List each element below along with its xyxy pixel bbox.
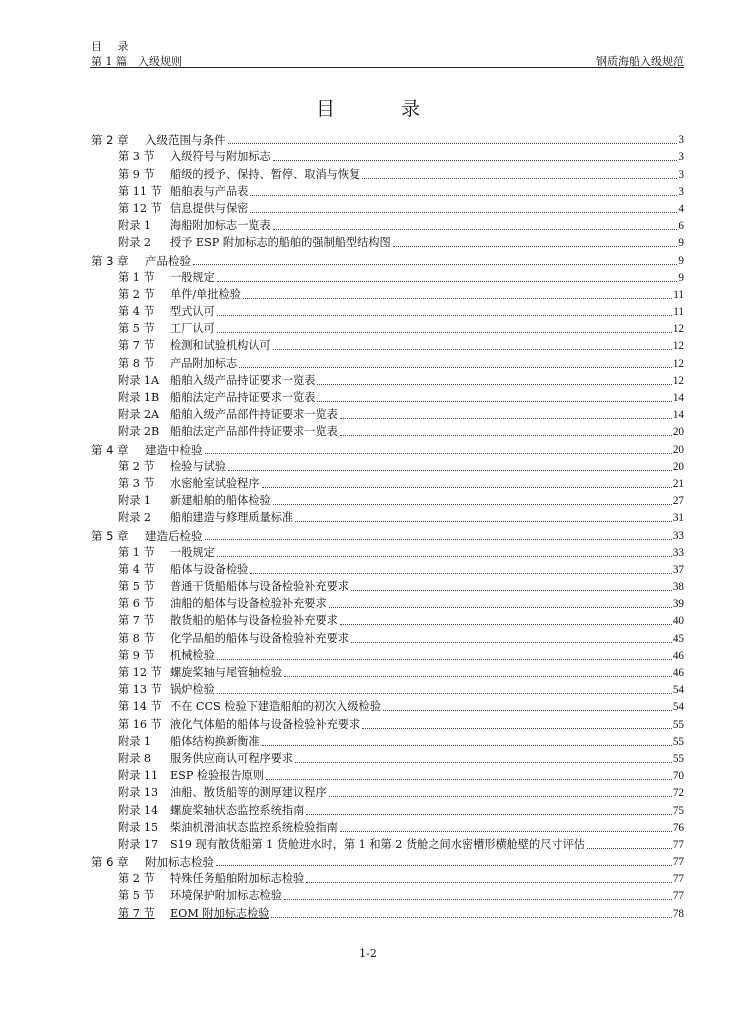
toc-entry-page: 72 — [672, 787, 684, 800]
toc-section-entry[interactable] — [91, 663, 684, 680]
toc-entry-page: 55 — [672, 718, 684, 731]
toc-entry-page: 3 — [678, 151, 684, 164]
dot-leader — [284, 899, 672, 900]
dot-leader — [273, 504, 672, 505]
toc-entry-title: 船体与设备检验 — [170, 562, 249, 576]
toc-entry-title: 船舶法定产品持证要求一览表 — [170, 391, 316, 404]
toc-entry-title: 单件/单批检验 — [170, 287, 241, 301]
toc-entry-title: 服务供应商认可程序要求 — [170, 751, 294, 765]
toc-entry-page: 40 — [672, 615, 684, 628]
dot-leader — [239, 367, 672, 368]
dot-leader — [329, 607, 672, 608]
toc-entry-title: 入级范围与条件 — [145, 133, 226, 148]
toc-entry-title: 产品附加标志 — [170, 356, 238, 370]
toc-entry-number: 附录 11 — [118, 769, 159, 783]
dot-leader — [205, 539, 672, 540]
dot-leader — [193, 264, 677, 265]
toc-entry-title: 不在 CCS 检验下建造船舶的初次入级检验 — [170, 700, 381, 714]
toc-entry-number: 第 4 章 — [91, 442, 129, 457]
dot-leader — [340, 435, 672, 436]
toc-entry-title: 船舶法定产品部件持证要求一览表 — [170, 425, 338, 439]
toc-entry-title: 化学品船的船体与设备检验补充要求 — [170, 631, 350, 645]
dot-leader — [273, 160, 678, 161]
toc-entry-number: 附录 2 — [118, 236, 152, 250]
toc-section-entry[interactable] — [91, 268, 684, 285]
toc-entry-page: 12 — [672, 323, 684, 336]
toc-entry-title: 授予 ESP 附加标志的船舶的强制船型结构图 — [170, 236, 391, 250]
toc-section-entry[interactable] — [91, 233, 684, 250]
dot-leader — [284, 676, 672, 677]
toc-entry-number: 第 7 节 — [118, 614, 155, 628]
dot-leader — [216, 865, 672, 866]
dot-leader — [329, 796, 672, 797]
toc-entry-page: 20 — [672, 443, 684, 456]
toc-section-entry[interactable] — [91, 577, 684, 594]
toc-section-entry[interactable] — [91, 749, 684, 766]
toc-entry-title: 水密舱室试验程序 — [170, 476, 260, 490]
toc-entry-title: 信息提供与保密 — [170, 201, 249, 215]
toc-section-entry[interactable] — [91, 869, 684, 886]
toc-entry-title: 产品检验 — [145, 253, 191, 268]
toc-section-entry[interactable] — [91, 646, 684, 663]
toc-entry-page: 33 — [672, 546, 684, 559]
toc-section-entry[interactable] — [91, 628, 684, 645]
toc-chapter-entry[interactable] — [91, 852, 684, 869]
toc-entry-number: 第 2 章 — [91, 133, 129, 148]
toc-entry-page: 6 — [678, 220, 684, 233]
toc-entry-title: 入级符号与附加标志 — [170, 150, 271, 164]
toc-entry-page: 3 — [678, 185, 684, 198]
toc-section-entry[interactable] — [91, 474, 684, 491]
toc-entry-number: 第 3 节 — [118, 150, 155, 164]
toc-entry-title: 油船、散货船等的测厚建议程序 — [170, 786, 327, 800]
dot-leader — [217, 315, 672, 316]
toc-entry-number: 第 5 节 — [118, 889, 155, 903]
toc-section-entry[interactable] — [91, 336, 684, 353]
dot-leader — [217, 693, 672, 694]
toc-entry-number: 第 8 节 — [118, 631, 155, 645]
dot-leader — [228, 470, 672, 471]
dot-leader — [228, 143, 678, 144]
toc-chapter-entry[interactable] — [91, 130, 684, 147]
toc-entry-number: 附录 1 — [118, 734, 152, 748]
toc-entry-page: 31 — [672, 512, 684, 525]
toc-entry-number: 附录 2B — [118, 425, 160, 439]
toc-entry-title: 锅炉检验 — [170, 683, 215, 697]
toc-section-entry[interactable] — [91, 388, 684, 405]
toc-entry-page: 55 — [672, 752, 684, 765]
toc-section-entry[interactable] — [91, 319, 684, 336]
dot-leader — [295, 521, 672, 522]
toc-entry-page: 77 — [672, 856, 684, 869]
toc-entry-number: 第 6 节 — [118, 597, 155, 611]
toc-entry-number: 第 3 章 — [91, 253, 129, 268]
header-book-title: 钢质海船入级规范 — [596, 55, 684, 68]
toc-section-entry[interactable] — [91, 491, 684, 508]
toc-entry-title: S19 现有散货船第 1 货舱进水时，第 1 和第 2 货舱之间水密槽形横舱壁的尺寸评估 — [170, 837, 585, 851]
dot-leader — [217, 281, 678, 282]
toc-entry-number: 附录 2 — [118, 511, 152, 525]
toc-section-entry[interactable] — [91, 560, 684, 577]
toc-section-entry[interactable] — [91, 147, 684, 164]
table-of-contents — [91, 130, 684, 921]
toc-section-entry[interactable] — [91, 818, 684, 835]
toc-entry-number: 第 14 节 — [118, 700, 162, 714]
toc-section-entry[interactable] — [91, 543, 684, 560]
toc-section-entry[interactable] — [91, 732, 684, 749]
toc-entry-number: 附录 1B — [118, 391, 160, 404]
toc-entry-page: 46 — [672, 649, 684, 662]
dot-leader — [340, 418, 672, 419]
toc-entry-title: 建造后检验 — [145, 528, 203, 543]
toc-entry-title: 船级的授予、保持、暂停、取消与恢复 — [170, 167, 361, 181]
toc-section-entry[interactable] — [91, 285, 684, 302]
toc-entry-title: 船体结构换新衡准 — [170, 734, 260, 748]
dot-leader — [362, 178, 677, 179]
dot-leader — [262, 487, 672, 488]
toc-entry-number: 附录 15 — [118, 820, 159, 834]
toc-entry-number: 附录 8 — [118, 751, 152, 765]
toc-entry-title: 特殊任务船舶附加标志检验 — [170, 872, 305, 886]
header-section-label: 目 录 — [91, 40, 135, 53]
toc-section-entry[interactable] — [91, 886, 684, 903]
toc-entry-page: 77 — [672, 890, 684, 903]
toc-entry-page: 11 — [673, 306, 684, 319]
toc-entry-page: 9 — [678, 254, 684, 267]
toc-entry-title: 检测和试验机构认可 — [170, 339, 271, 353]
dot-leader — [205, 453, 672, 454]
dot-leader — [266, 779, 672, 780]
toc-section-entry[interactable] — [91, 164, 684, 181]
toc-entry-number: 附录 17 — [118, 837, 159, 851]
toc-section-entry[interactable] — [91, 594, 684, 611]
toc-entry-number: 附录 13 — [118, 786, 159, 800]
toc-entry-page: 39 — [672, 598, 684, 611]
header-part-title: 第 1 篇 入级规则 — [91, 55, 182, 68]
toc-entry-number: 第 4 节 — [118, 562, 155, 576]
toc-entry-title: 柴油机滑油状态监控系统检验指南 — [170, 820, 338, 834]
dot-leader — [243, 298, 672, 299]
toc-entry-number: 第 5 节 — [118, 322, 155, 336]
toc-section-entry[interactable] — [91, 800, 684, 817]
dot-leader — [393, 246, 678, 247]
toc-entry-title: EOM 附加标志检验 — [170, 906, 270, 920]
toc-entry-title: 液化气体船的船体与设备检验补充要求 — [170, 717, 361, 731]
toc-entry-title: 船舶建造与修理质量标准 — [170, 511, 294, 525]
dot-leader — [217, 556, 672, 557]
toc-entry-title: 船舶表与产品表 — [170, 184, 249, 198]
toc-entry-page: 33 — [672, 529, 684, 542]
toc-entry-title: 一般规定 — [170, 270, 215, 284]
toc-entry-number: 第 8 节 — [118, 356, 155, 370]
dot-leader — [362, 728, 672, 729]
toc-entry-title: 建造中检验 — [145, 442, 203, 457]
toc-entry-title: 油船的船体与设备检验补充要求 — [170, 597, 327, 611]
toc-entry-title: ESP 检验报告原则 — [170, 769, 265, 783]
toc-entry-number: 第 4 节 — [118, 305, 155, 319]
toc-entry-number: 第 1 节 — [118, 270, 155, 284]
toc-entry-page: 78 — [672, 907, 684, 920]
toc-entry-number: 附录 1 — [118, 494, 152, 508]
toc-entry-number: 第 7 节 — [118, 906, 155, 920]
toc-entry-title: 散货船的船体与设备检验补充要求 — [170, 614, 338, 628]
toc-entry-title: 附加标志检验 — [145, 855, 214, 870]
toc-entry-page: 14 — [672, 409, 684, 422]
toc-entry-title: 船舶入级产品持证要求一览表 — [170, 373, 316, 387]
toc-chapter-entry[interactable] — [91, 525, 684, 542]
dot-leader — [250, 573, 671, 574]
toc-chapter-entry[interactable] — [91, 439, 684, 456]
toc-entry-number: 附录 14 — [118, 803, 159, 817]
toc-section-entry[interactable] — [91, 508, 684, 525]
toc-section-entry[interactable] — [91, 783, 684, 800]
dot-leader — [271, 917, 671, 918]
toc-section-entry[interactable] — [91, 422, 684, 439]
dot-leader — [295, 762, 672, 763]
toc-entry-title: 海船附加标志一览表 — [170, 219, 271, 233]
toc-entry-number: 附录 2A — [118, 408, 160, 422]
toc-section-entry[interactable] — [91, 697, 684, 714]
toc-entry-title: 型式认可 — [170, 305, 215, 319]
toc-section-entry[interactable] — [91, 903, 684, 920]
dot-leader — [217, 659, 672, 660]
toc-entry-number: 第 2 节 — [118, 459, 155, 473]
toc-entry-page: 54 — [672, 701, 684, 714]
dot-leader — [383, 710, 672, 711]
toc-entry-title: 新建船舶的船体检验 — [170, 494, 271, 508]
toc-section-entry[interactable] — [91, 835, 684, 852]
toc-entry-page: 12 — [672, 357, 684, 370]
toc-chapter-entry[interactable] — [91, 250, 684, 267]
toc-entry-page: 46 — [672, 667, 684, 679]
toc-entry-page: 77 — [672, 873, 684, 886]
dot-leader — [306, 814, 672, 815]
dot-leader — [587, 848, 672, 849]
dot-leader — [217, 332, 672, 333]
dot-leader — [351, 642, 672, 643]
toc-section-entry[interactable] — [91, 766, 684, 783]
toc-section-entry[interactable] — [91, 216, 684, 233]
toc-entry-number: 第 5 章 — [91, 528, 129, 543]
toc-entry-page: 20 — [672, 426, 684, 439]
toc-entry-number: 第 5 节 — [118, 580, 155, 594]
toc-entry-number: 第 7 节 — [118, 339, 155, 353]
dot-leader — [317, 401, 671, 402]
toc-entry-page: 76 — [672, 821, 684, 834]
toc-entry-number: 第 6 章 — [91, 855, 129, 870]
toc-entry-title: 一般规定 — [170, 545, 215, 559]
dot-leader — [340, 831, 672, 832]
toc-entry-title: 船舶入级产品部件持证要求一览表 — [170, 408, 338, 422]
toc-section-entry[interactable] — [91, 182, 684, 199]
page-title: 目 录 — [315, 98, 451, 120]
toc-entry-page: 55 — [672, 735, 684, 748]
dot-leader — [250, 195, 677, 196]
dot-leader — [273, 349, 672, 350]
toc-section-entry[interactable] — [91, 199, 684, 216]
toc-section-entry[interactable] — [91, 714, 684, 731]
toc-section-entry[interactable] — [91, 457, 684, 474]
toc-section-entry[interactable] — [91, 371, 684, 388]
toc-entry-page: 9 — [678, 237, 684, 250]
toc-entry-number: 第 2 节 — [118, 287, 155, 301]
toc-entry-title: 机械检验 — [170, 648, 215, 662]
toc-entry-number: 第 12 节 — [118, 666, 162, 679]
toc-entry-page: 38 — [672, 581, 684, 594]
toc-entry-title: 螺旋桨轴与尾管轴检验 — [170, 666, 282, 679]
toc-section-entry[interactable] — [91, 302, 684, 319]
toc-entry-number: 附录 1A — [118, 373, 160, 387]
toc-section-entry[interactable] — [91, 680, 684, 697]
toc-entry-page: 20 — [672, 460, 684, 473]
toc-entry-number: 第 1 节 — [118, 545, 155, 559]
toc-entry-title: 工厂认可 — [170, 322, 215, 336]
toc-entry-title: 检验与试验 — [170, 459, 226, 473]
dot-leader — [340, 624, 672, 625]
toc-entry-page: 14 — [672, 392, 684, 404]
header-rule — [90, 67, 684, 68]
dot-leader — [306, 882, 672, 883]
toc-entry-number: 第 2 节 — [118, 872, 155, 886]
dot-leader — [351, 590, 672, 591]
toc-entry-page: 54 — [672, 684, 684, 697]
toc-entry-page: 12 — [672, 340, 684, 353]
toc-entry-page: 27 — [672, 495, 684, 508]
page-number: 1-2 — [359, 947, 377, 960]
dot-leader — [250, 212, 677, 213]
toc-entry-page: 11 — [673, 288, 684, 301]
toc-section-entry[interactable] — [91, 611, 684, 628]
toc-entry-number: 第 3 节 — [118, 476, 155, 490]
toc-entry-number: 第 16 节 — [118, 717, 162, 731]
toc-section-entry[interactable] — [91, 405, 684, 422]
toc-entry-page: 12 — [672, 374, 684, 387]
dot-leader — [317, 384, 671, 385]
toc-entry-page: 70 — [672, 770, 684, 783]
toc-entry-page: 3 — [678, 168, 684, 181]
toc-entry-page: 77 — [672, 838, 684, 851]
toc-entry-number: 第 11 节 — [118, 184, 162, 198]
toc-entry-page: 4 — [678, 202, 684, 215]
toc-entry-title: 螺旋桨轴状态监控系统指南 — [170, 803, 305, 817]
toc-entry-title: 环境保护附加标志检验 — [170, 889, 282, 903]
toc-entry-page: 37 — [672, 563, 684, 576]
toc-entry-title: 普通干货船船体与设备检验补充要求 — [170, 580, 350, 594]
toc-entry-number: 第 9 节 — [118, 648, 155, 662]
toc-entry-page: 3 — [678, 134, 684, 147]
toc-entry-number: 第 13 节 — [118, 683, 162, 697]
toc-entry-number: 第 12 节 — [118, 201, 162, 215]
toc-entry-number: 第 9 节 — [118, 167, 155, 181]
toc-entry-page: 9 — [678, 271, 684, 284]
toc-section-entry[interactable] — [91, 353, 684, 370]
dot-leader — [262, 745, 672, 746]
dot-leader — [273, 229, 678, 230]
toc-entry-page: 75 — [672, 804, 684, 817]
toc-entry-page: 21 — [672, 477, 684, 490]
toc-entry-page: 45 — [672, 632, 684, 645]
toc-entry-number: 附录 1 — [118, 219, 152, 233]
